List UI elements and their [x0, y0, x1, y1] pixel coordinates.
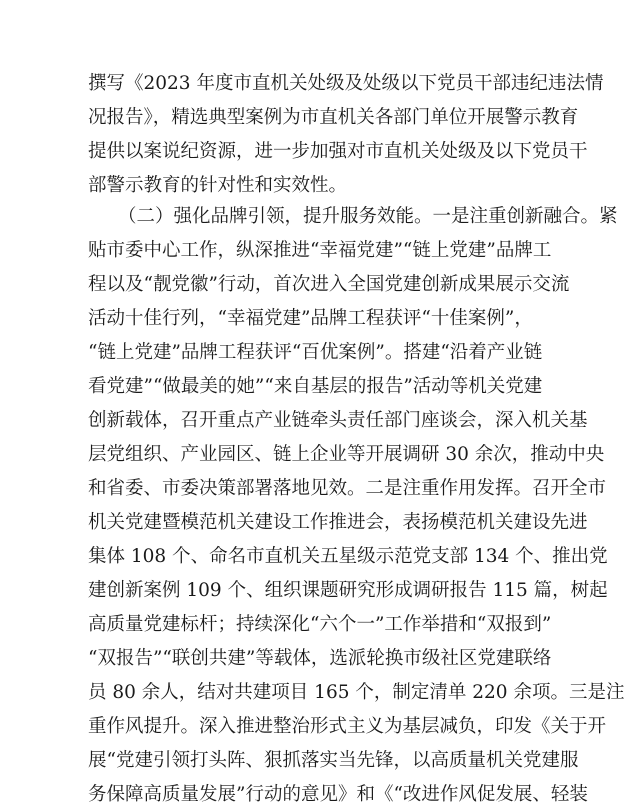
text-line: 提供以案说纪资源，进一步加强对市直机关处级及以下党员干 [88, 141, 588, 162]
text-line: 况报告》，精选典型案例为市直机关各部门单位开展警示教育 [88, 107, 579, 128]
text-line: 贴市委中心工作，纵深推进“幸福党建”“链上党建”品牌工 [88, 240, 552, 261]
text-line: 员 80 余人，结对共建项目 165 个，制定清单 220 余项。三是注 [88, 682, 624, 703]
text-line: “双报告”“联创共建”等载体，选派轮换市级社区党建联络 [88, 648, 552, 669]
text-line: 创新载体，召开重点产业链牵头责任部门座谈会，深入机关基 [88, 410, 588, 431]
text-line: 机关党建暨模范机关建设工作推进会，表扬模范机关建设先进 [88, 512, 588, 533]
text-line: 层党组织、产业园区、链上企业等开展调研 30 余次，推动中央 [88, 444, 605, 465]
text-line: 务保障高质量发展”行动的意见》和《“改进作风促发展、轻装 [88, 784, 588, 805]
text-line: 展“党建引领打头阵、狠抓落实当先锋，以高质量机关党建服 [88, 750, 579, 771]
text-line: 撰写《2023 年度市直机关处级及处级以下党员干部违纪违法情 [88, 73, 604, 94]
paragraph-warning-education [88, 67, 604, 203]
text-line: 程以及“靓党徽”行动，首次进入全国党建创新成果展示交流 [88, 274, 570, 295]
text-line: 看党建”“做最美的她”“来自基层的报告”活动等机关党建 [88, 376, 543, 397]
text-line: 高质量党建标杆；持续深化“六个一”工作举措和“双报到” [88, 614, 552, 635]
text-line: 部警示教育的针对性和实效性。 [88, 175, 348, 196]
text-line: 建创新案例 109 个、组织课题研究形成调研报告 115 篇，树起 [88, 580, 608, 601]
text-line: 重作风提升。深入推进整治形式主义为基层减负，印发《关于开 [88, 716, 607, 737]
paragraph-brand-leadership [88, 200, 624, 812]
text-line-first: （二）强化品牌引领，提升服务效能。一是注重创新融合。紧 [118, 206, 618, 227]
text-line: 活动十佳行列，“幸福党建”品牌工程获评“十佳案例”， [88, 308, 533, 329]
text-line: 集体 108 个、命名市直机关五星级示范党支部 134 个、推出党 [88, 546, 608, 567]
text-line: 和省委、市委决策部署落地见效。二是注重作用发挥。召开全市 [88, 478, 607, 499]
text-line: “链上党建”品牌工程获评“百优案例”。搭建“沿着产业链 [88, 342, 543, 363]
